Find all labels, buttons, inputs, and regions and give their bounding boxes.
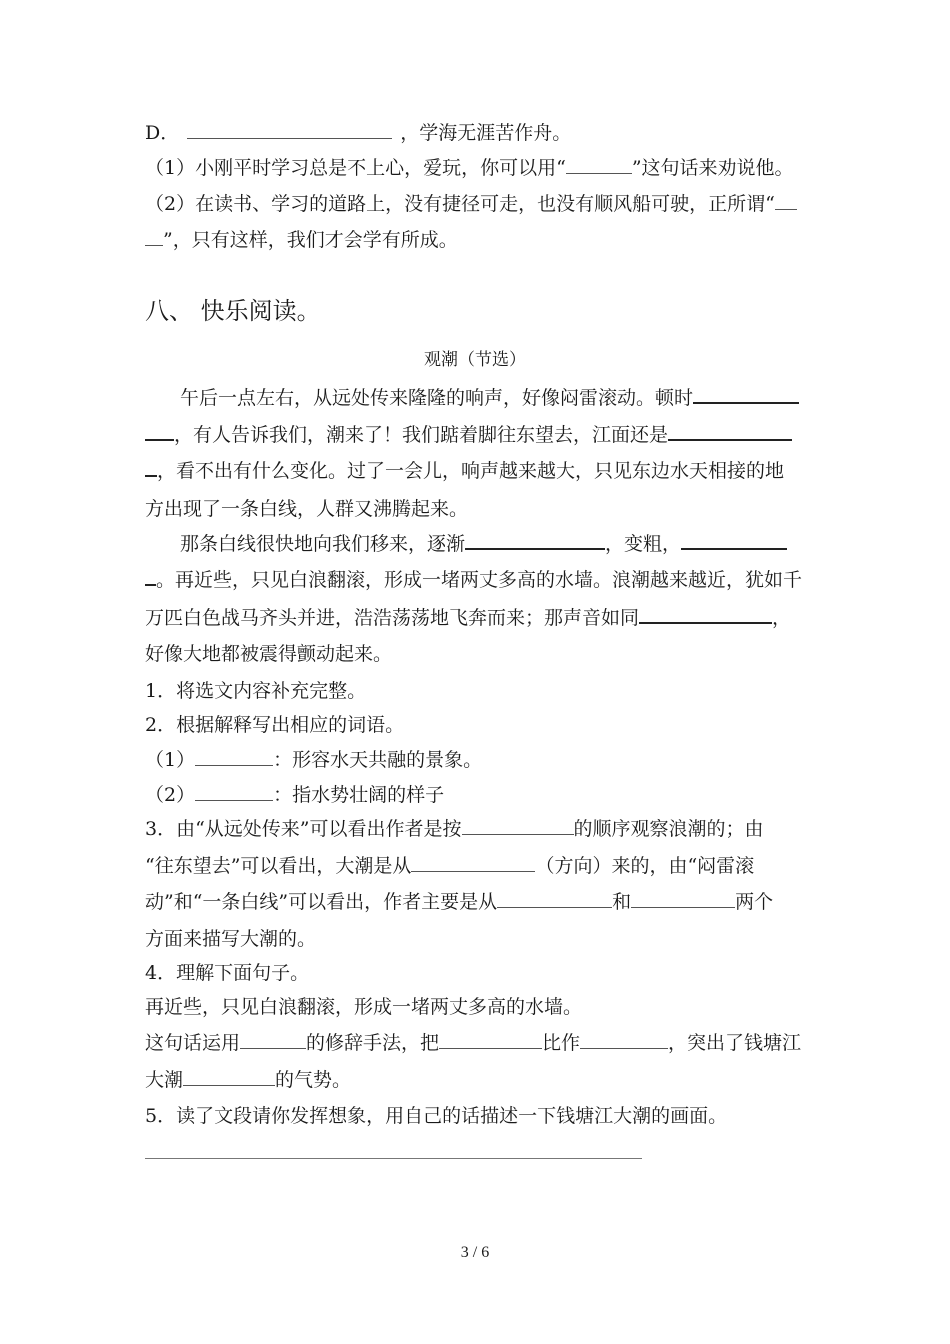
blank-q3-aspect-1[interactable]	[497, 906, 612, 908]
question-4-line-1: 这句话运用 的修辞手法，把 比作 ，突出了钱塘江	[145, 1032, 802, 1054]
blank-q3-direction[interactable]	[411, 870, 535, 872]
passage-line-3: ，看不出有什么变化。过了一会儿，响声越来越大，只见东边水天相接的地	[145, 460, 784, 482]
blank-q4-object[interactable]	[580, 1047, 668, 1049]
page-number: 3 / 6	[460, 1244, 490, 1261]
blank-q2-1[interactable]	[195, 764, 273, 766]
passage-line-5: 那条白线很快地向我们移来，逐渐 ，变粗，	[180, 533, 787, 555]
question-2: 2．根据解释写出相应的词语。	[145, 714, 405, 736]
blank-q3-order[interactable]	[462, 833, 574, 835]
question-4-sentence: 再近些，只见白浪翻滚，形成一堵两丈多高的水墙。	[145, 996, 583, 1018]
question-2-2: （2） ：指水势壮阔的样子	[145, 784, 445, 806]
question-1: 1．将选文内容补充完整。	[145, 680, 367, 702]
blank-p1-cont[interactable]	[145, 438, 174, 441]
question-3-line-1: 3．由“从远处传来”可以看出作者是按 的顺序观察浪潮的；由	[145, 818, 764, 840]
passage-line-8: 好像大地都被震得颤动起来。	[145, 643, 393, 665]
passage-line-1: 午后一点左右，从远处传来隆隆的响声，好像闷雷滚动。顿时	[180, 387, 799, 409]
blank-q2-2[interactable]	[195, 799, 273, 801]
blank-q3-aspect-2[interactable]	[631, 906, 735, 908]
answer-line-q5[interactable]	[145, 1158, 642, 1159]
blank-q4-momentum[interactable]	[183, 1084, 275, 1086]
question-2-1: （1） ：形容水天共融的景象。	[145, 749, 483, 771]
blank-saying-2a[interactable]	[775, 208, 797, 210]
question-3-line-2: “往东望去”可以看出，大潮是从 （方向）来的，由“闷雷滚	[145, 855, 755, 877]
passage-line-7: 万匹白色战马齐头并进，浩浩荡荡地飞奔而来；那声音如同 ，	[145, 607, 792, 629]
passage-line-6: 。再近些，只见白浪翻滚，形成一堵两丈多高的水墙。浪潮越来越近，犹如千	[145, 569, 802, 591]
blank-saying-1[interactable]	[566, 172, 632, 174]
blank-p1[interactable]	[693, 401, 799, 404]
passage-line-4: 方出现了一条白线，人群又沸腾起来。	[145, 498, 469, 520]
blank-p2[interactable]	[668, 438, 792, 441]
question-2-line: （2）在读书、学习的道路上，没有捷径可走，也没有顺风船可驶，正所谓“	[145, 193, 797, 215]
passage-title: 观潮（节选）	[424, 350, 526, 370]
saying-option-d: D． ，学海无涯苦作舟。	[145, 122, 572, 144]
blank-d[interactable]	[187, 137, 392, 139]
blank-q4-rhetoric[interactable]	[240, 1047, 306, 1049]
passage-line-2: ，有人告诉我们，潮来了！我们踮着脚往东望去，江面还是	[145, 424, 792, 446]
blank-p5b-cont[interactable]	[145, 583, 156, 586]
section-heading: 八、 快乐阅读。	[145, 297, 321, 325]
blank-p7[interactable]	[639, 621, 772, 624]
question-3-line-4: 方面来描写大潮的。	[145, 928, 317, 950]
question-4-line-2: 大潮 的气势。	[145, 1069, 352, 1091]
blank-p5b[interactable]	[681, 547, 787, 550]
blank-saying-2b[interactable]	[145, 244, 163, 246]
blank-q4-subject[interactable]	[439, 1047, 542, 1049]
question-3-line-3: 动”和“一条白线”可以看出，作者主要是从 和 两个	[145, 891, 774, 913]
question-5: 5．读了文段请你发挥想象，用自己的话描述一下钱塘江大潮的画面。	[145, 1105, 728, 1127]
question-2-line-cont: ”，只有这样，我们才会学有所成。	[145, 229, 458, 251]
question-1-line: （1）小刚平时学习总是不上心，爱玩，你可以用“ ”这句话来劝说他。	[145, 157, 794, 179]
question-4: 4．理解下面句子。	[145, 962, 310, 984]
blank-p2-cont[interactable]	[145, 474, 157, 477]
blank-p5a[interactable]	[465, 547, 605, 550]
